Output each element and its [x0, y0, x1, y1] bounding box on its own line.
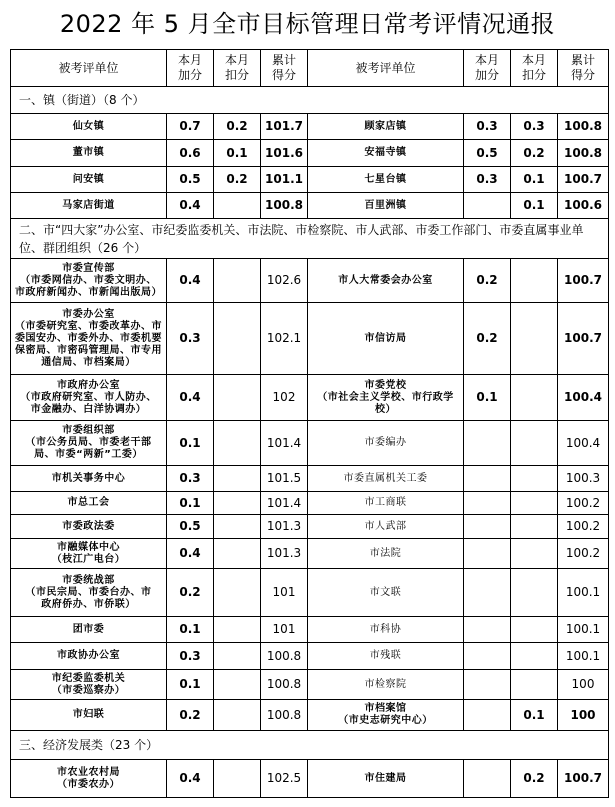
total-score: 100.7: [558, 303, 609, 375]
unit-name: 市人武部: [308, 515, 464, 539]
header-row: [11, 50, 609, 87]
total-score: 100.4: [558, 421, 609, 466]
total-score: 100.6: [558, 193, 609, 219]
header-unit: 被考评单位: [11, 50, 167, 87]
deduct-score: [214, 492, 261, 515]
unit-name: 市档案馆 （市史志研究中心）: [308, 700, 464, 731]
total-score: 100: [558, 670, 609, 700]
table-row: [11, 375, 609, 421]
add-score: 0.4: [167, 259, 214, 303]
add-score: 0.1: [167, 670, 214, 700]
table-row: [11, 466, 609, 492]
deduct-score: [214, 670, 261, 700]
deduct-score: 0.2: [511, 760, 558, 798]
table-row: [11, 515, 609, 539]
deduct-score: 0.1: [511, 700, 558, 731]
total-score: 100.8: [558, 114, 609, 140]
total-score: 102.6: [261, 259, 308, 303]
unit-name: 市检察院: [308, 670, 464, 700]
table-row: [11, 167, 609, 193]
table-row: [11, 700, 609, 731]
deduct-score: 0.1: [511, 193, 558, 219]
unit-name: 市科协: [308, 617, 464, 643]
section-title: 三、经济发展类（23 个）: [11, 731, 609, 760]
unit-name: 马家店街道: [11, 193, 167, 219]
deduct-score: [214, 303, 261, 375]
table-row: [11, 114, 609, 140]
add-score: 0.3: [464, 114, 511, 140]
total-score: 100.7: [558, 167, 609, 193]
unit-name: 市委政法委: [11, 515, 167, 539]
add-score: 0.1: [167, 617, 214, 643]
deduct-score: [214, 421, 261, 466]
unit-name: 市妇联: [11, 700, 167, 731]
total-score: 100.8: [558, 140, 609, 167]
table-row: [11, 259, 609, 303]
unit-name: 市法院: [308, 539, 464, 569]
unit-name: 市政协办公室: [11, 643, 167, 670]
add-score: [464, 539, 511, 569]
add-score: [464, 421, 511, 466]
section-row: [11, 219, 609, 259]
table-row: [11, 303, 609, 375]
unit-name: 市机关事务中心: [11, 466, 167, 492]
unit-name: 七星台镇: [308, 167, 464, 193]
unit-name: 顾家店镇: [308, 114, 464, 140]
unit-name: 市委直属机关工委: [308, 466, 464, 492]
unit-name: 市委统战部 （市民宗局、市委台办、市 政府侨办、市侨联）: [11, 569, 167, 617]
section-row: [11, 87, 609, 114]
header-total: 累计 得分: [261, 50, 308, 87]
deduct-score: [214, 259, 261, 303]
deduct-score: [511, 569, 558, 617]
total-score: 101: [261, 569, 308, 617]
add-score: 0.4: [167, 193, 214, 219]
table-row: [11, 539, 609, 569]
table-row: [11, 670, 609, 700]
add-score: 0.5: [464, 140, 511, 167]
deduct-score: 0.3: [511, 114, 558, 140]
add-score: [464, 617, 511, 643]
unit-name: 百里洲镇: [308, 193, 464, 219]
add-score: 0.3: [464, 167, 511, 193]
unit-name: 市委办公室 （市委研究室、市委改革办、市 委国安办、市委外办、市委机要 保密局、市密码管理局、市专用 通信局、市档案局）: [11, 303, 167, 375]
add-score: [464, 515, 511, 539]
table-row: [11, 643, 609, 670]
deduct-score: [511, 643, 558, 670]
unit-name: 市文联: [308, 569, 464, 617]
score-table: [10, 49, 609, 798]
add-score: 0.1: [167, 421, 214, 466]
deduct-score: [511, 670, 558, 700]
deduct-score: [214, 643, 261, 670]
deduct-score: [511, 466, 558, 492]
total-score: 100.8: [261, 700, 308, 731]
add-score: [464, 670, 511, 700]
table-row: [11, 492, 609, 515]
deduct-score: [511, 303, 558, 375]
deduct-score: [214, 375, 261, 421]
deduct-score: [511, 492, 558, 515]
unit-name: 团市委: [11, 617, 167, 643]
total-score: 100.3: [558, 466, 609, 492]
table-row: [11, 760, 609, 798]
deduct-score: [511, 539, 558, 569]
total-score: 100.1: [558, 643, 609, 670]
total-score: 102.5: [261, 760, 308, 798]
total-score: 101.4: [261, 421, 308, 466]
total-score: 100.4: [558, 375, 609, 421]
deduct-score: [511, 515, 558, 539]
header-unit: 被考评单位: [308, 50, 464, 87]
add-score: 0.7: [167, 114, 214, 140]
add-score: [464, 466, 511, 492]
deduct-score: 0.1: [511, 167, 558, 193]
unit-name: 市信访局: [308, 303, 464, 375]
total-score: 101.1: [261, 167, 308, 193]
deduct-score: [214, 466, 261, 492]
total-score: 101.6: [261, 140, 308, 167]
add-score: 0.1: [167, 492, 214, 515]
total-score: 100.2: [558, 515, 609, 539]
table-row: [11, 193, 609, 219]
table-row: [11, 569, 609, 617]
total-score: 101.3: [261, 515, 308, 539]
unit-name: 市委编办: [308, 421, 464, 466]
total-score: 100.2: [558, 539, 609, 569]
add-score: 0.2: [167, 700, 214, 731]
table-row: [11, 140, 609, 167]
unit-name: 市委党校 （市社会主义学校、市行政学校）: [308, 375, 464, 421]
add-score: [464, 700, 511, 731]
add-score: 0.3: [167, 643, 214, 670]
add-score: 0.3: [167, 466, 214, 492]
add-score: 0.2: [464, 259, 511, 303]
deduct-score: [511, 375, 558, 421]
total-score: 100: [558, 700, 609, 731]
deduct-score: [214, 760, 261, 798]
unit-name: 市总工会: [11, 492, 167, 515]
unit-name: 市住建局: [308, 760, 464, 798]
deduct-score: 0.1: [214, 140, 261, 167]
deduct-score: [511, 259, 558, 303]
section-title: 二、市“四大家”办公室、市纪委监委机关、市法院、市检察院、市人武部、市委工作部门、市委直属事业单位、群团组织（26 个）: [11, 219, 609, 259]
add-score: [464, 193, 511, 219]
unit-name: 市政府办公室 （市政府研究室、市人防办、 市金融办、白洋协调办）: [11, 375, 167, 421]
add-score: 0.6: [167, 140, 214, 167]
deduct-score: [214, 569, 261, 617]
add-score: 0.5: [167, 515, 214, 539]
deduct-score: 0.2: [511, 140, 558, 167]
deduct-score: [511, 617, 558, 643]
page-title: 2022 年 5 月全市目标管理日常考评情况通报: [59, 10, 556, 38]
unit-name: 安福寺镇: [308, 140, 464, 167]
total-score: 102: [261, 375, 308, 421]
header-total: 累计 得分: [558, 50, 609, 87]
unit-name: 市委宣传部 （市委网信办、市委文明办、 市政府新闻办、市新闻出版局）: [11, 259, 167, 303]
unit-name: 市残联: [308, 643, 464, 670]
deduct-score: [214, 193, 261, 219]
total-score: 100.7: [558, 259, 609, 303]
total-score: 100.7: [558, 760, 609, 798]
total-score: 101.4: [261, 492, 308, 515]
add-score: [464, 569, 511, 617]
unit-name: 市工商联: [308, 492, 464, 515]
table-row: [11, 421, 609, 466]
table-row: [11, 617, 609, 643]
header-add: 本月 加分: [464, 50, 511, 87]
unit-name: 仙女镇: [11, 114, 167, 140]
add-score: 0.2: [167, 569, 214, 617]
total-score: 100.1: [558, 569, 609, 617]
header-add: 本月 加分: [167, 50, 214, 87]
unit-name: 市纪委监委机关 （市委巡察办）: [11, 670, 167, 700]
deduct-score: [214, 515, 261, 539]
deduct-score: 0.2: [214, 114, 261, 140]
total-score: 101.3: [261, 539, 308, 569]
total-score: 101.5: [261, 466, 308, 492]
add-score: 0.4: [167, 375, 214, 421]
total-score: 100.1: [558, 617, 609, 643]
add-score: 0.1: [464, 375, 511, 421]
unit-name: 问安镇: [11, 167, 167, 193]
add-score: 0.2: [464, 303, 511, 375]
total-score: 102.1: [261, 303, 308, 375]
unit-name: 市人大常委会办公室: [308, 259, 464, 303]
add-score: 0.4: [167, 539, 214, 569]
total-score: 100.2: [558, 492, 609, 515]
total-score: 101: [261, 617, 308, 643]
unit-name: 市融媒体中心 （枝江广电台）: [11, 539, 167, 569]
total-score: 100.8: [261, 670, 308, 700]
add-score: [464, 643, 511, 670]
total-score: 101.7: [261, 114, 308, 140]
unit-name: 市农业农村局 （市委农办）: [11, 760, 167, 798]
header-deduct: 本月 扣分: [214, 50, 261, 87]
add-score: [464, 492, 511, 515]
deduct-score: [214, 700, 261, 731]
add-score: [464, 760, 511, 798]
section-title: 一、镇（街道）（8 个）: [11, 87, 609, 114]
deduct-score: [214, 617, 261, 643]
total-score: 100.8: [261, 643, 308, 670]
deduct-score: [511, 421, 558, 466]
section-row: [11, 731, 609, 760]
add-score: 0.5: [167, 167, 214, 193]
unit-name: 市委组织部 （市公务员局、市委老干部 局、市委“两新”工委）: [11, 421, 167, 466]
header-deduct: 本月 扣分: [511, 50, 558, 87]
add-score: 0.3: [167, 303, 214, 375]
deduct-score: 0.2: [214, 167, 261, 193]
total-score: 100.8: [261, 193, 308, 219]
unit-name: 董市镇: [11, 140, 167, 167]
deduct-score: [214, 539, 261, 569]
add-score: 0.4: [167, 760, 214, 798]
